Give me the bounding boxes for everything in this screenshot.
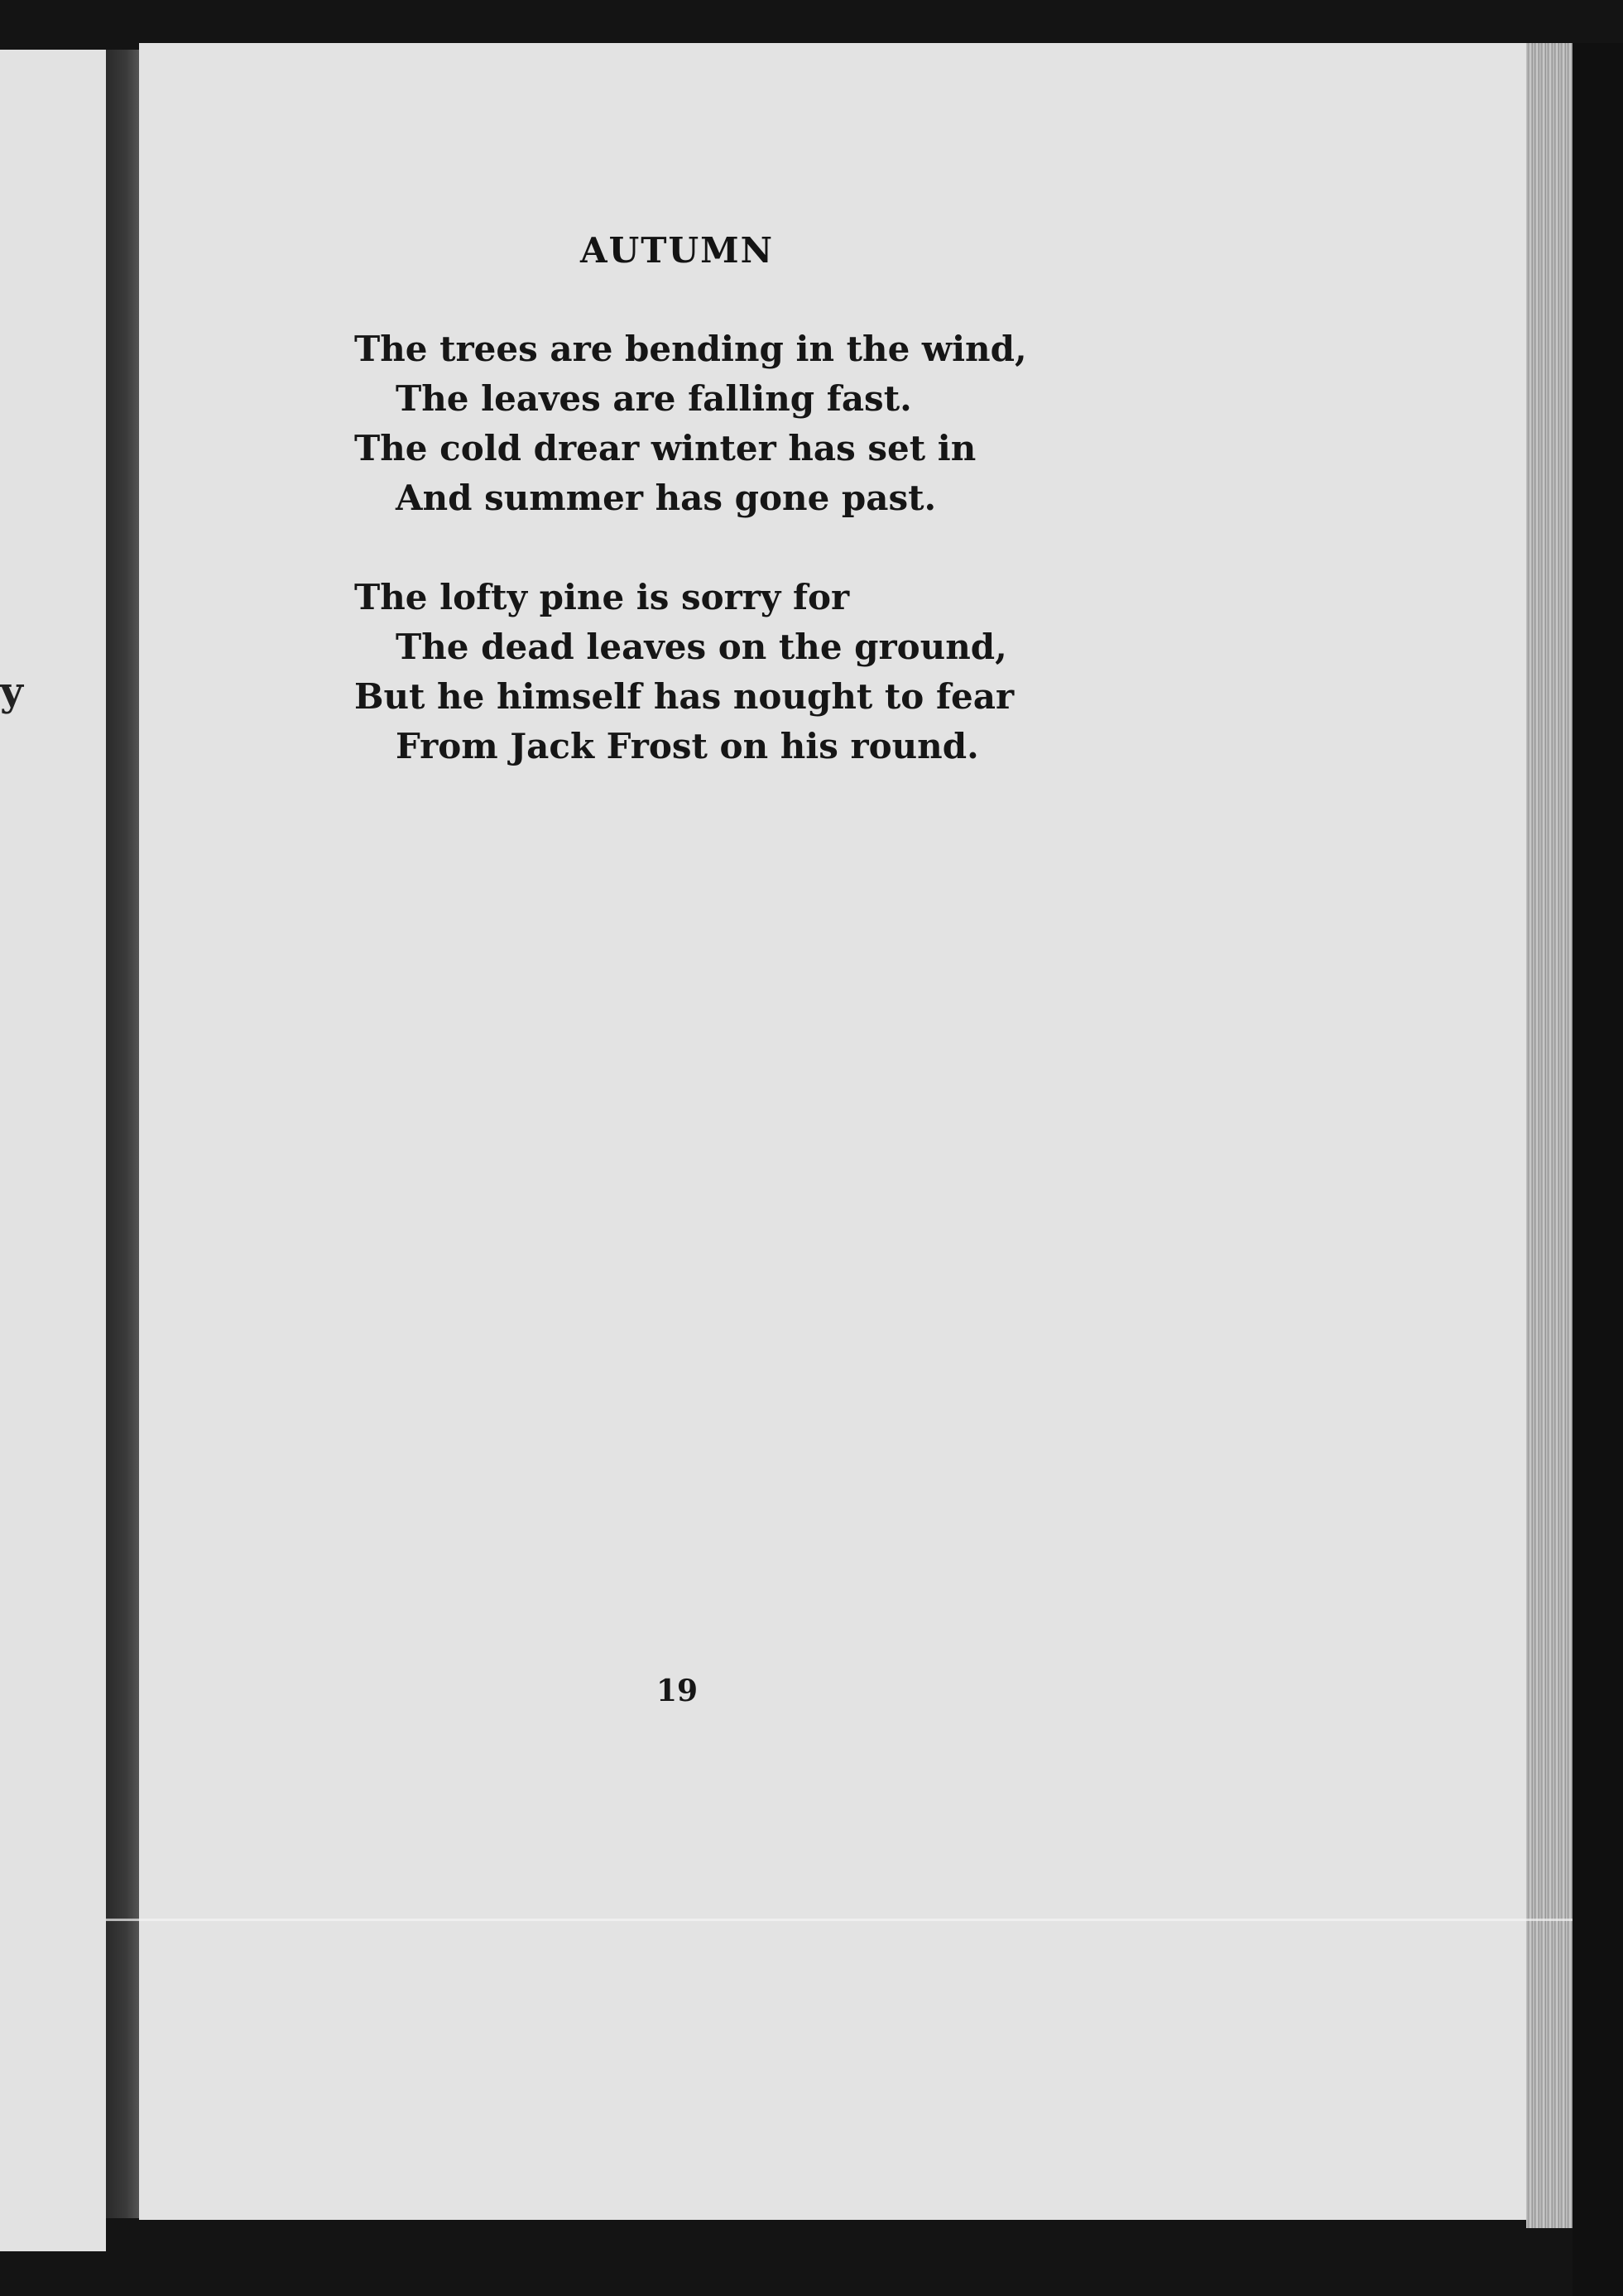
poem-line: The dead leaves on the ground, — [396, 627, 1007, 667]
page-edges — [1526, 43, 1573, 2228]
book-gutter — [106, 50, 139, 2218]
poem-body — [354, 324, 1027, 821]
poem-line: The trees are bending in the wind, — [354, 329, 1027, 369]
stanza — [354, 573, 1027, 771]
poem-line: The lofty pine is sorry for — [354, 577, 850, 617]
left-page-edge-text: y — [0, 669, 23, 715]
left-page — [0, 50, 106, 2251]
scan-border — [1573, 43, 1623, 2296]
poem-line: The leaves are falling fast. — [396, 378, 912, 419]
poem-line: And summer has gone past. — [396, 478, 937, 518]
poem-line: From Jack Frost on his round. — [396, 726, 979, 766]
poem-line: The cold drear winter has set in — [354, 428, 977, 468]
poem-title: AUTUMN — [580, 230, 774, 271]
page-number: 19 — [655, 1674, 699, 1708]
scan-artifact-line — [106, 1919, 1573, 1921]
poem-line: But he himself has nought to fear — [354, 676, 1015, 717]
stanza — [354, 324, 1027, 523]
